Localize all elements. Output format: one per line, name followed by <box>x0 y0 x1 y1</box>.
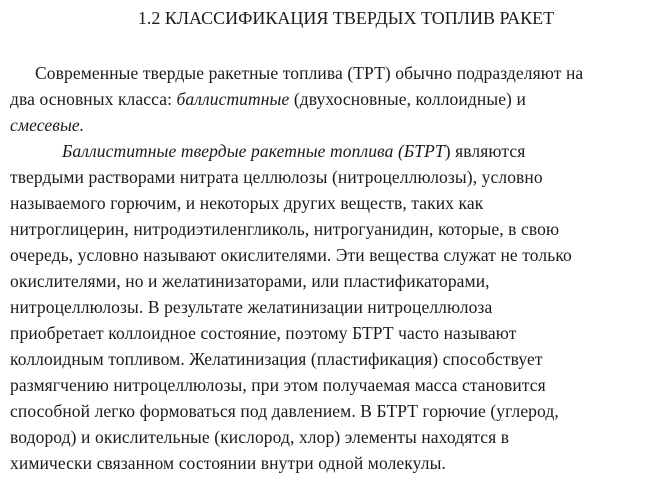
text-run: ) являются <box>444 141 526 161</box>
text-line <box>10 242 652 268</box>
text-run: окислителями, но и желатинизаторами, или пластификаторами, <box>10 271 490 291</box>
text-run: два основных класса: <box>10 89 177 109</box>
paragraph <box>10 60 652 138</box>
text-line <box>10 372 652 398</box>
text-run: нитроцеллюлозы. В результате желатинизации нитроцеллюлоза <box>10 297 493 317</box>
text-line <box>10 268 652 294</box>
italic-text-run: Баллиститные твердые ракетные топлива (БТРТ <box>62 141 445 161</box>
italic-text-run: смесевые. <box>10 115 85 135</box>
italic-text-run: баллиститные <box>176 89 290 109</box>
text-line <box>10 112 652 138</box>
text-line <box>10 398 652 424</box>
text-run: очередь, условно называют окислителями. Эти вещества служат не только <box>10 245 572 265</box>
text-run: коллоидным топливом. Желатинизация (пластификация) способствует <box>10 349 543 369</box>
text-line <box>10 424 652 450</box>
paragraph <box>10 138 652 476</box>
text-line <box>10 216 652 242</box>
text-line <box>10 164 652 190</box>
text-run: размягчению нитроцеллюлозы, при этом получаемая масса становится <box>10 375 546 395</box>
text-run: химически связанном состоянии внутри одной молекулы. <box>10 453 446 473</box>
text-line <box>10 60 652 86</box>
text-run: Современные твердые ракетные топлива (ТРТ) обычно подразделяют на <box>35 63 584 83</box>
text-line <box>10 450 652 476</box>
text-line <box>10 346 652 372</box>
text-run: твердыми растворами нитрата целлюлозы (нитроцеллюлозы), условно <box>10 167 543 187</box>
text-line <box>10 190 652 216</box>
text-line <box>10 294 652 320</box>
text-run: приобретает коллоидное состояние, поэтому БТРТ часто называют <box>10 323 517 343</box>
text-run: способной легко формоваться под давлением. В БТРТ горючие (углерод, <box>10 401 559 421</box>
text-run: водород) и окислительные (кислород, хлор) элементы находятся в <box>10 427 510 447</box>
text-run: (двухосновные, коллоидные) и <box>289 89 526 109</box>
text-run: называемого горючим, и некоторых других веществ, таких как <box>10 193 484 213</box>
text-line <box>10 86 652 112</box>
text-line <box>10 320 652 346</box>
text-run: нитроглицерин, нитродиэтиленгликоль, нитрогуанидин, которые, в свою <box>10 219 560 239</box>
document-body <box>0 60 666 476</box>
text-line <box>10 138 652 164</box>
section-title: 1.2 КЛАССИФИКАЦИЯ ТВЕРДЫХ ТОПЛИВ РАКЕТ <box>137 8 555 28</box>
